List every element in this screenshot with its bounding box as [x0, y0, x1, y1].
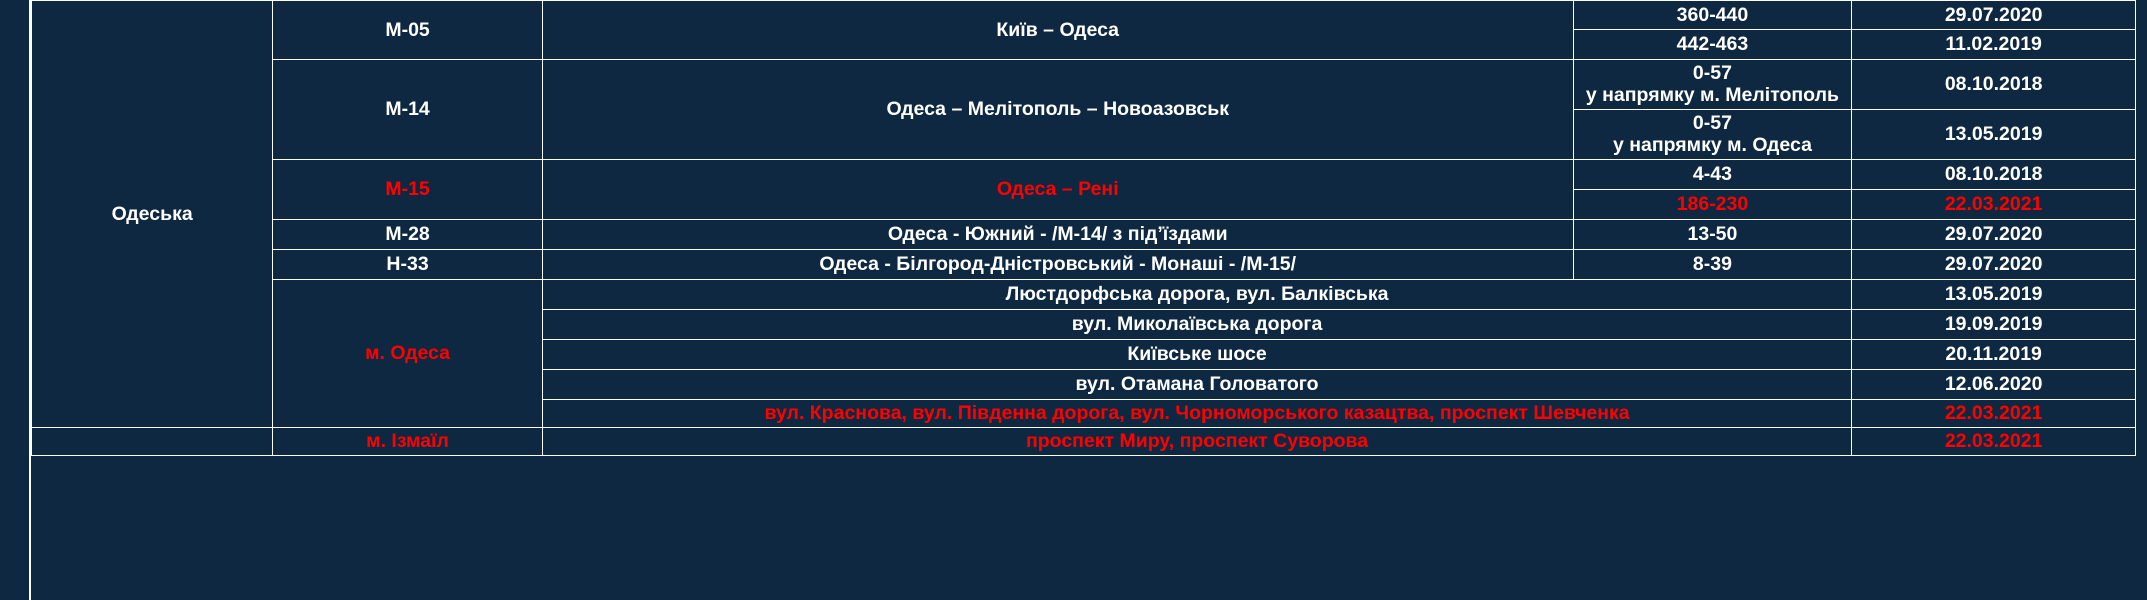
cell-region: [32, 427, 273, 455]
cell-road-name: вул. Краснова, вул. Південна дорога, вул. Чорноморського казацтва, проспект Шевченка: [542, 399, 1851, 427]
table-row: [32, 159, 2136, 189]
kilometre-range-direction: у напрямку м. Одеса: [1612, 134, 1812, 157]
cell-road-name: Київське шосе: [542, 339, 1851, 369]
cell-date: 22.03.2021: [1852, 427, 2136, 455]
cell-date: 29.07.2020: [1852, 1, 2136, 30]
cell-road-number: М-15: [273, 159, 543, 219]
kilometre-range-value: 13-50: [1687, 222, 1738, 245]
roads-table: [31, 0, 2136, 456]
cell-date: 20.11.2019: [1852, 339, 2136, 369]
cell-road-name: вул. Отамана Головатого: [542, 369, 1851, 399]
table-row: [32, 249, 2136, 279]
table-row: [32, 427, 2136, 455]
cell-road-name: Одеса – Рені: [542, 159, 1573, 219]
table-row: [32, 1, 2136, 30]
cell-road-name: Одеса - Южний - /М-14/ з під’їздами: [542, 219, 1573, 249]
cell-road-number: Н-33: [273, 249, 543, 279]
cell-date: 29.07.2020: [1852, 249, 2136, 279]
kilometre-range-value: 186-230: [1676, 192, 1749, 215]
kilometre-range-value: 360-440: [1676, 3, 1749, 26]
cell-road-number: м. Одеса: [273, 279, 543, 427]
kilometre-range-value: 0-57: [1692, 62, 1732, 84]
cell-region: Одеська: [32, 1, 273, 428]
kilometre-range-value: 0-57: [1692, 111, 1732, 134]
kilometre-range-value: 442-463: [1676, 33, 1749, 56]
cell-kilometre-range: [1573, 219, 1852, 249]
cell-date: 22.03.2021: [1852, 399, 2136, 427]
cell-date: 22.03.2021: [1852, 189, 2136, 219]
cell-road-number: М-28: [273, 219, 543, 249]
cell-date: 13.05.2019: [1852, 109, 2136, 159]
table-row: [32, 279, 2136, 309]
cell-date: 19.09.2019: [1852, 309, 2136, 339]
cell-date: 12.06.2020: [1852, 369, 2136, 399]
cell-date: 13.05.2019: [1852, 279, 2136, 309]
cell-road-name: Одеса – Мелітополь – Новоазовськ: [542, 60, 1573, 160]
cell-road-name: Люстдорфська дорога, вул. Балківська: [542, 279, 1851, 309]
cell-kilometre-range: [1573, 159, 1852, 189]
page-left-margin: [0, 0, 30, 600]
cell-kilometre-range: [1573, 30, 1852, 60]
cell-date: 08.10.2018: [1852, 159, 2136, 189]
cell-kilometre-range: [1573, 249, 1852, 279]
cell-kilometre-range: [1573, 189, 1852, 219]
table-row: [32, 60, 2136, 110]
page-right-margin: [2139, 0, 2147, 600]
cell-kilometre-range: [1573, 60, 1852, 110]
cell-road-name: Київ – Одеса: [542, 1, 1573, 60]
cell-road-number: М-05: [273, 1, 543, 60]
cell-date: 29.07.2020: [1852, 219, 2136, 249]
cell-date: 08.10.2018: [1852, 60, 2136, 110]
kilometre-range-value: 8-39: [1692, 252, 1732, 275]
table-row: [32, 219, 2136, 249]
cell-road-number: м. Ізмаїл: [273, 427, 543, 455]
cell-date: 11.02.2019: [1852, 30, 2136, 60]
kilometre-range-value: 4-43: [1692, 162, 1732, 185]
cell-kilometre-range: [1573, 1, 1852, 30]
kilometre-range-direction: у напрямку м. Мелітополь: [1585, 84, 1839, 107]
cell-road-number: М-14: [273, 60, 543, 160]
cell-road-name: проспект Миру, проспект Суворова: [542, 427, 1851, 455]
cell-road-name: Одеса - Білгород-Дністровський - Монаші - /М-15/: [542, 249, 1573, 279]
cell-kilometre-range: [1573, 109, 1852, 159]
cell-road-name: вул. Миколаївська дорога: [542, 309, 1851, 339]
